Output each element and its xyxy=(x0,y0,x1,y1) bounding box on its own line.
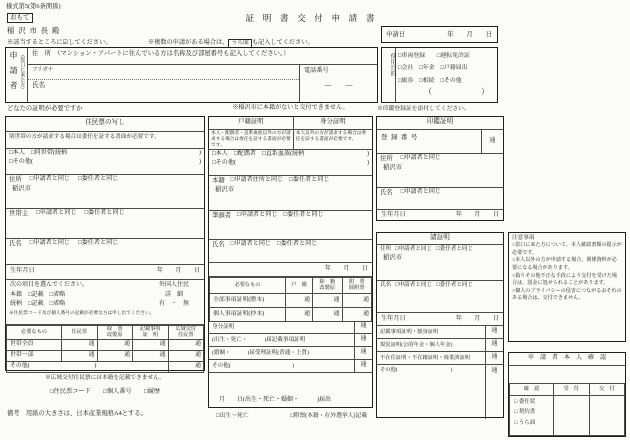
caution-note: ○個人のプライバシーの侵害につながるおそれのある場合は、交付できません。 xyxy=(512,287,622,302)
purpose-paren-open: （ xyxy=(424,87,432,97)
identity-check-table xyxy=(509,383,625,436)
same-as-delegator-check[interactable]: □委任者と同じ xyxy=(283,212,324,218)
check-delegation[interactable]: □ 委任状 xyxy=(514,399,536,405)
address-label: 住所 xyxy=(380,246,392,252)
count-cell[interactable]: 通 xyxy=(133,351,169,362)
koseki-table-wrap xyxy=(209,277,372,321)
city-prefill: 稲沢市 xyxy=(12,185,32,192)
purpose-line-2[interactable]: □会社 □年金 □戸籍届出 xyxy=(398,65,468,72)
genkyo-row[interactable] xyxy=(377,339,503,352)
koseki-notes-row xyxy=(209,130,372,150)
purpose-box xyxy=(381,47,498,103)
back-side-ref: うら面 xyxy=(228,39,251,48)
inkan-name-row[interactable] xyxy=(377,188,503,210)
uketsuke-cell[interactable] xyxy=(554,396,590,436)
count-cell[interactable]: 通 xyxy=(168,362,204,373)
front-side-label: おもて xyxy=(7,13,33,23)
juminhyo-table xyxy=(6,325,204,373)
juminhyo-address-row[interactable] xyxy=(6,175,204,209)
count-cell[interactable]: 通 xyxy=(485,339,503,351)
paren-close: ) xyxy=(198,158,201,165)
row-other-label[interactable]: その他( ) xyxy=(7,362,169,373)
juminhyo-who-row[interactable] xyxy=(6,149,204,175)
same-as-applicant-check[interactable]: □申請者と同じ xyxy=(29,176,71,182)
item-label: 身分証明 xyxy=(212,323,235,330)
count-cell[interactable]: 通 xyxy=(97,351,133,362)
col-kisai xyxy=(133,326,169,340)
juminhyo-box xyxy=(5,116,205,371)
applicant-label-main: 申請者 xyxy=(9,51,18,96)
count-cell[interactable]: 通 xyxy=(62,351,98,362)
same-as-applicant-check[interactable]: □申請者と同じ xyxy=(395,246,433,252)
item-label: (出生・死亡・ )届記載事項証明 xyxy=(212,336,306,343)
juminhyo-options-row xyxy=(6,280,204,325)
applicant-address-field[interactable]: 住 所 （マンション・アパートに住んでいる方は名称及び部屋番号も記入してください。） xyxy=(28,48,377,65)
col-kofu: 交 付 xyxy=(589,384,625,396)
item-label: その他( ) xyxy=(212,362,295,369)
applicant-label-sub: （窓口に来た方） xyxy=(19,52,25,92)
who-other-line[interactable]: □その他( xyxy=(212,159,236,166)
same-as-applicant-check[interactable]: □申請者と同じ xyxy=(36,210,77,216)
shoshomei-title: 諸証明 xyxy=(377,233,503,245)
row-all-label: 世帯全員 xyxy=(7,340,62,351)
koseki-title-row xyxy=(209,117,372,130)
foreign-resident-label: 外国人住民 xyxy=(158,282,189,288)
kisai-dokushin-row[interactable] xyxy=(377,326,503,339)
same-as-delegator-check[interactable]: □委任者と同じ xyxy=(436,246,474,252)
koseki-birth-field[interactable]: 年 月 日 xyxy=(209,263,372,277)
birth-ymd-field[interactable]: 年 月 日 xyxy=(156,267,200,274)
col-fuhyo xyxy=(342,278,372,294)
name-label: 氏名 xyxy=(380,282,392,288)
col-kouiki-line1: 広域交付 xyxy=(175,325,197,332)
inkan-title: 印鑑証明 xyxy=(377,117,503,130)
applicant-vertical-label xyxy=(6,48,28,102)
kofu-cell[interactable] xyxy=(589,396,625,436)
same-as-delegator-check[interactable]: □委任者と同じ xyxy=(84,210,125,216)
count-cell[interactable]: 通 xyxy=(485,365,503,419)
application-date-label: 申請日 xyxy=(386,30,406,38)
count-cell[interactable]: 通 xyxy=(354,321,372,333)
other-row[interactable] xyxy=(377,365,503,419)
shoshomei-birth-row[interactable] xyxy=(377,313,503,326)
count-cell[interactable]: 通 xyxy=(286,294,313,308)
who-self-line[interactable]: □本人 □同世帯(続柄 xyxy=(9,150,68,156)
shoshomei-box xyxy=(376,232,504,418)
same-as-applicant-check[interactable]: □申請者と同じ xyxy=(237,212,278,218)
item-label: 記載事項証明・独身証明 xyxy=(380,328,439,335)
detail-label[interactable]: 詳 細 xyxy=(164,291,183,298)
birth-label: 生年月日 xyxy=(10,267,35,274)
same-as-delegator-check[interactable]: □委任者と同じ xyxy=(289,177,330,183)
honseki-option-line[interactable]: 本籍 □記載 □省略 xyxy=(10,291,66,298)
other-item-row[interactable] xyxy=(209,360,372,373)
count-cell[interactable]: 通 xyxy=(485,326,503,338)
identity-check-title: 申 請 者 本 人 確 認 xyxy=(509,353,625,366)
extra-checkboxes[interactable]: □住民票コード □個人番号 □履歴 xyxy=(49,388,161,395)
count-cell[interactable]: 通 xyxy=(342,308,372,322)
heading-left: どなたの証明が必要ですか xyxy=(7,105,83,112)
address-label: 住所 xyxy=(380,155,393,162)
inkan-address-row[interactable] xyxy=(377,154,503,188)
notification-date-row[interactable]: 月 日(出生・死亡・婚姻・ )届出 xyxy=(219,396,331,403)
name-label: 氏名 xyxy=(212,241,225,248)
paren-close: ) xyxy=(366,151,369,157)
applicant-fields xyxy=(28,48,377,102)
item-label: 不在住証明・不在籍証明・廃業済証明 xyxy=(380,354,471,361)
col-needed: 必要なもの xyxy=(210,278,286,294)
registration-number-label: 登 録 番 号 xyxy=(381,134,419,141)
count-cell[interactable]: 通 xyxy=(168,351,204,362)
caution-title: 注意事項 xyxy=(512,235,535,241)
phone-field[interactable]: ― ― xyxy=(324,80,353,89)
city-prefill: 稲沢市 xyxy=(383,164,403,171)
application-date-box xyxy=(381,26,498,43)
col-joseki-line1: 除 籍 xyxy=(319,278,336,285)
caution-box xyxy=(508,232,626,342)
applicant-name-field[interactable]: 氏名 xyxy=(32,82,46,89)
row-tohon-label: 全部事項証明(謄本) xyxy=(210,294,286,308)
honseki-label: 本籍 xyxy=(212,177,225,184)
koseki-below-checks[interactable] xyxy=(210,413,373,420)
multi-note-post: も記入してください。 xyxy=(251,38,314,46)
col-kakunin: 確 認 xyxy=(510,384,554,396)
shoshomei-name-row[interactable] xyxy=(377,281,503,313)
remarks-line: 備考 用紙の大きさは、日本産業規格A4とする。 xyxy=(7,410,147,417)
col-johyo-line2: 改製原 xyxy=(106,331,123,338)
koseki-honseki-row[interactable] xyxy=(209,176,372,211)
count-cell[interactable]: 通 xyxy=(313,308,343,322)
name-label: 氏名 xyxy=(380,189,393,196)
caution-note: ○窓口に来た方について、本人確認書類の提示が必要です。 xyxy=(512,241,622,256)
applicant-phone-cell[interactable] xyxy=(299,65,377,102)
col-joseki-line2: 改製原 xyxy=(319,284,336,291)
col-fuhyo-line1: 附 票 xyxy=(348,278,365,285)
mynumber-note: ※住民票コード及び個人番号の記載が必要な方は申し出てください。 xyxy=(9,310,155,316)
same-as-delegator-check[interactable]: □委任者と同じ xyxy=(78,240,119,246)
same-as-delegator-check[interactable]: □委任者と同じ xyxy=(436,282,474,288)
todoke-kisai-item-row[interactable] xyxy=(209,334,372,347)
inkan-birth-row[interactable] xyxy=(377,210,503,222)
fuzaiju-row[interactable] xyxy=(377,352,503,365)
same-as-applicant-check[interactable]: □申請者と同じ xyxy=(230,241,272,247)
same-as-delegator-check[interactable]: □委任者と同じ xyxy=(277,241,318,247)
fuhyo-kisai-check[interactable]: □附票(本籍・在外選挙人)記載 xyxy=(290,413,367,419)
count-cell[interactable]: 通 xyxy=(286,308,313,322)
count-cell[interactable]: 通 xyxy=(342,294,372,308)
mibun-item-row[interactable] xyxy=(209,321,372,334)
row-shohon-label: 個人事項証明(抄本) xyxy=(210,308,286,322)
inkan-regno-row[interactable] xyxy=(377,130,503,154)
count-cell[interactable]: 通 xyxy=(485,352,503,364)
applicant-box xyxy=(5,47,378,103)
purpose-label: 使用目的 xyxy=(383,48,396,102)
purpose-other-field[interactable] xyxy=(398,87,495,97)
koseki-who-row[interactable] xyxy=(209,150,372,176)
same-as-applicant-check[interactable]: □申請者と同じ xyxy=(29,240,71,246)
purpose-line-1[interactable]: □車両登録 □運転免許証 xyxy=(398,53,470,59)
col-koseki: 戸 籍 xyxy=(286,278,313,294)
col-joseki xyxy=(313,278,343,294)
caution-note: ○本人以外の方が申請する場合、関係資料が必要になる場合があります。 xyxy=(512,257,617,271)
same-as-applicant-check[interactable]: □申請者と同じ xyxy=(400,155,442,161)
check-instruction: ※該当するところに☑してください。 xyxy=(7,38,112,46)
item-label: その他( ) xyxy=(380,367,453,373)
relationship-option-line[interactable]: 続柄 □記載 □省略 xyxy=(10,301,66,308)
check-contract[interactable]: □ 契約書 xyxy=(514,409,536,416)
yes-no-label[interactable]: 有 ・ 無 xyxy=(158,301,189,308)
count-cell[interactable]: 通 xyxy=(354,347,372,359)
inkan-box xyxy=(376,116,504,221)
col-kisai-line1: 記載事項 xyxy=(139,325,161,332)
kouiki-note: ※広域交付住民票には本籍を記載できません。 xyxy=(45,375,165,381)
juri-item-row[interactable] xyxy=(209,347,372,360)
shoshomei-address-row[interactable] xyxy=(377,245,503,281)
city-prefill: 稲沢市 xyxy=(215,186,235,193)
col-uketsuke: 受 付 xyxy=(554,384,590,396)
kakunin-checklist[interactable] xyxy=(510,396,554,436)
col-kouiki-line2: 住民票 xyxy=(177,331,194,338)
caution-note: ○偽りその他不正な手段により交付を受けた場合は、罰金に処せられることがあります。 xyxy=(512,272,617,287)
applicant-name-area xyxy=(28,65,299,102)
juminhyo-title: 住民票の写し xyxy=(6,117,204,132)
col-needed: 必要なもの xyxy=(7,326,62,340)
col-juminhyo: 住民票 xyxy=(62,326,98,340)
birth-to-death-check[interactable]: □出生～死亡 xyxy=(216,413,249,419)
phone-label: 電話番号 xyxy=(304,67,329,74)
birth-label: 生年月日 xyxy=(381,211,406,218)
address-label: 住所 xyxy=(9,176,22,183)
who-self-line[interactable]: □本人 □配偶者 □直系血族(続柄 xyxy=(212,151,305,157)
paren-close: ) xyxy=(366,159,369,166)
heading-right: ※印鑑登録証を添付してください。 xyxy=(377,106,470,112)
purpose-line-3[interactable]: □旅券 □相続 □その他 xyxy=(398,77,462,84)
birth-ymd-field[interactable]: 年 月 日 xyxy=(455,211,499,218)
applicant-furigana-field[interactable]: フリガナ xyxy=(28,65,299,80)
count-cell[interactable]: 通 xyxy=(62,340,98,351)
koseki-name-row[interactable] xyxy=(209,240,372,263)
juminhyo-note: 別世帯の方が請求する場合は委任を証する書面が必要です。 xyxy=(6,132,204,149)
same-as-applicant-address-check[interactable]: □申請者住所と同じ xyxy=(230,177,284,183)
name-label: 氏名 xyxy=(9,240,22,247)
juminhyo-name-row[interactable] xyxy=(6,239,204,265)
col-kouiki xyxy=(168,326,204,340)
household-head-label: 世帯主 xyxy=(9,210,29,217)
item-label: (婚姻・ )届受理証明(普通・上質) xyxy=(212,349,309,356)
identity-check-box xyxy=(508,352,626,437)
paren-close: ) xyxy=(198,150,201,156)
birth-label: 生年月日 xyxy=(381,315,406,322)
col-johyo-line1: 除 票 xyxy=(106,325,123,332)
col-kisai-line2: 証 明 xyxy=(142,331,159,338)
identity-check-spacer xyxy=(509,366,625,383)
heading-middle: ※稲沢市に本籍がないと交付できません。 xyxy=(232,105,349,111)
count-cell[interactable]: 通 xyxy=(168,340,204,351)
page-title: 証 明 書 交 付 申 請 書 xyxy=(245,13,375,23)
mibun-title: 身分証明 xyxy=(320,118,346,125)
count-cell[interactable]: 通 xyxy=(354,334,372,346)
item-label: 現況証明(公的年金・個人年金) xyxy=(380,341,453,348)
city-prefill: 稲沢市 xyxy=(383,253,403,261)
juminhyo-table-wrap xyxy=(6,325,204,372)
purpose-paren-close: ） xyxy=(481,87,489,97)
who-other-line[interactable]: □その他( xyxy=(9,158,33,165)
juminhyo-birth-row[interactable] xyxy=(6,265,204,280)
birth-ymd-field[interactable]: 年 月 日 xyxy=(455,315,499,322)
row-part-label: 世帯一部 xyxy=(7,351,62,362)
juminhyo-head-row[interactable] xyxy=(6,209,204,239)
multi-note-pre: ※複数の申請がある場合は、 xyxy=(148,38,229,46)
koseki-box xyxy=(208,116,373,408)
count-cell[interactable]: 通 xyxy=(97,340,133,351)
application-date-field[interactable]: 年 月 日 xyxy=(447,30,492,38)
koseki-note-left: 本人・配偶者・直系血族以外の方が請求する場合は委任を証する書面が必要です。 xyxy=(209,130,294,149)
count-cell[interactable]: 通 xyxy=(133,340,169,351)
col-joh yo xyxy=(97,326,133,340)
col-fuhyo-line2: 除附票 xyxy=(348,284,365,291)
count-cell[interactable]: 通 xyxy=(313,294,343,308)
same-as-applicant-check[interactable]: □申請者と同じ xyxy=(395,282,433,288)
koseki-table xyxy=(209,277,372,322)
koseki-note-right: 本人以外の方が請求する場合は委任を証する書面が必要です。 xyxy=(295,131,367,142)
first-person-label: 筆頭者 xyxy=(212,212,232,219)
koseki-hitto-row[interactable] xyxy=(209,211,372,240)
options-title: 次の項目を選んでください。 xyxy=(10,282,89,288)
same-as-applicant-check[interactable]: □申請者と同じ xyxy=(400,189,442,195)
check-backside[interactable]: □ うら面 xyxy=(514,419,536,426)
koseki-title: 戸籍証明 xyxy=(209,117,294,129)
addressee: 稲 沢 市 長 殿 xyxy=(7,26,61,35)
count-cell[interactable]: 通 xyxy=(481,130,503,153)
count-cell[interactable]: 通 xyxy=(354,360,372,372)
same-as-delegator-check[interactable]: □委任者と同じ xyxy=(78,176,119,182)
purpose-options xyxy=(395,48,497,102)
form-number: 様式第5(第6条関係) xyxy=(6,3,61,10)
